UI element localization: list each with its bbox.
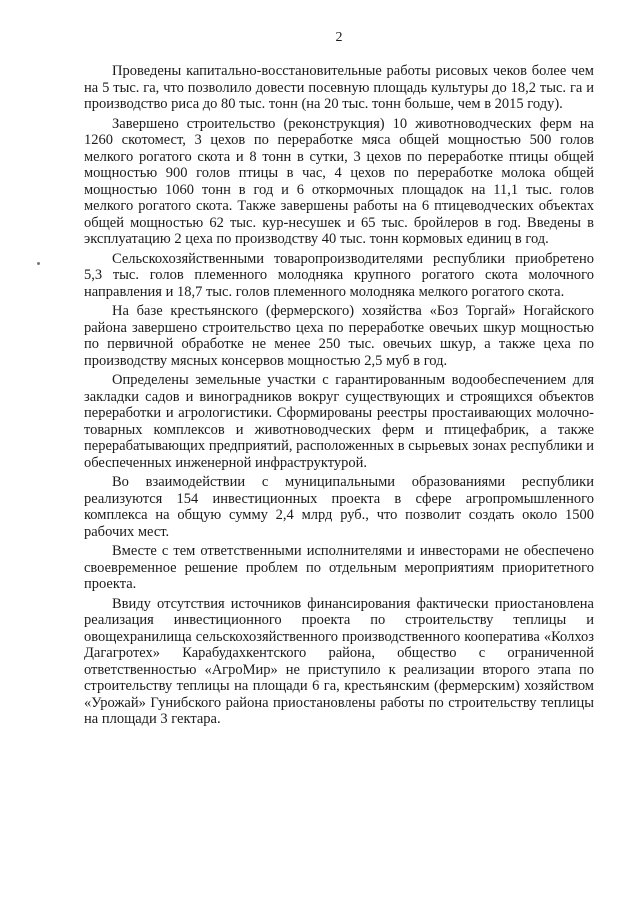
- paragraph-land-plots: Определены земельные участки с гарантированным водообеспечением для закладки садов и виноградников вокруг существующих и строящихся объектов переработки и агрологистики. Сформированы реестры простаивающих молочно-товарных комплексов и животноводческих ферм и птицефабрик, а также перерабатывающих предприятий, расположенных в сырьевых зонах республики и обеспеченных инженерной инфраструктурой.: [84, 372, 594, 471]
- page-number: 2: [335, 30, 343, 45]
- paragraph-breeding-stock: Сельскохозяйственными товаропроизводителями республики приобретено 5,3 тыс. голов племенного молодняка крупного рогатого скота молочного направления и 18,7 тыс. голов племенного молодняка мелкого рогатого скота.: [84, 250, 594, 300]
- paragraph-suspended-projects: Ввиду отсутствия источников финансирования фактически приостановлена реализация инвестиционного проекта по строительству теплицы и овощехранилища сельскохозяйственного производственного кооператива «Колхоз Дагагротех» Карабудахкентского района, общество с ограниченной ответственностью «АгроМир» не приступило к реализации второго этапа по строительству теплицы на площади 6 га, крестьянским (фермерским) хозяйством «Урожай» Гунибского района приостановлены работы по строительству теплицы на площади 3 гектара.: [84, 595, 594, 727]
- document-body: [84, 63, 594, 728]
- paragraph-livestock-construction: Завершено строительство (реконструкция) 10 животноводческих ферм на 1260 скотомест, 3 цехов по переработке мяса общей мощностью 500 голов мелкого рогатого скота и 8 тонн в сутки, 3 цехов по переработке птицы общей мощностью 900 голов птицы в час, 4 цехов по переработке молока общей мощностью 1060 тонн в год и 6 откормочных площадок на 11,1 тыс. голов мелкого рогатого скота. Также завершены работы на 6 птицеводческих объектах общей мощностью 62 тыс. кур-несушек и 65 тыс. бройлеров в год. Введены в эксплуатацию 2 цеха по производству 40 тыс. тонн кормовых единиц в год.: [84, 115, 594, 247]
- paragraph-boz-torgai: На базе крестьянского (фермерского) хозяйства «Боз Торгай» Ногайского района завершено строительство цеха по переработке овечьих шкур мощностью по первичной обработке не менее 250 тыс. овечьих шкур, а также цеха по производству мясных консервов мощностью 2,5 муб в год.: [84, 303, 594, 369]
- scan-speck: [37, 262, 40, 265]
- paragraph-rice-restoration: Проведены капитально-восстановительные работы рисовых чеков более чем на 5 тыс. га, что позволило довести посевную площадь культуры до 18,2 тыс. га и производство риса до 80 тыс. тонн (на 20 тыс. тонн больше, чем в 2015 году).: [84, 63, 594, 112]
- paragraph-problems: Вместе с тем ответственными исполнителями и инвесторами не обеспечено своевременное решение проблем по отдельным мероприятиям приоритетного проекта.: [84, 543, 594, 592]
- paragraph-investment-projects: Во взаимодействии с муниципальными образованиями республики реализуются 154 инвестиционных проекта в сфере агропромышленного комплекса на общую сумму 2,4 млрд руб., что позволит создать около 1500 рабочих мест.: [84, 474, 594, 540]
